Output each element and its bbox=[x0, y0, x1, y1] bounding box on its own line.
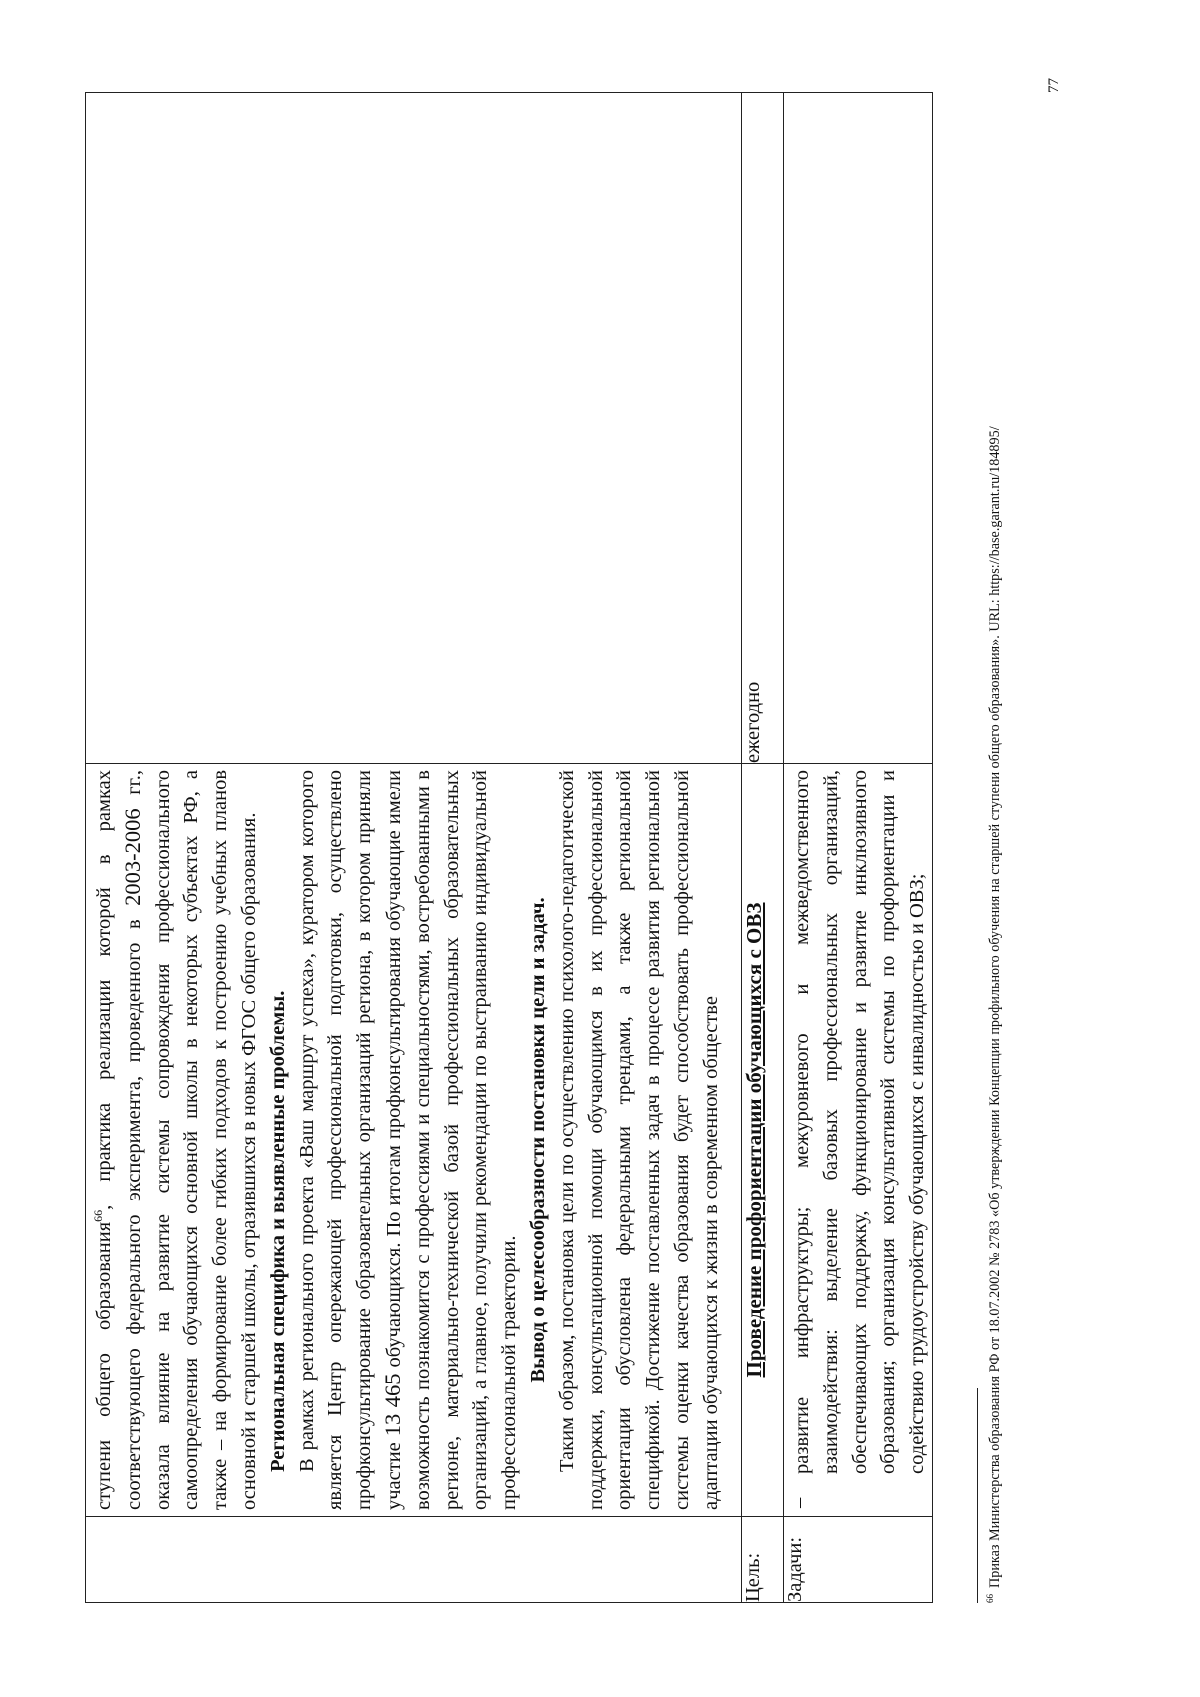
list-dash: – bbox=[788, 1497, 810, 1508]
table-row-rationale bbox=[86, 93, 742, 1603]
document-table bbox=[85, 92, 933, 1603]
participants-count: 13 465 bbox=[379, 1373, 405, 1437]
paragraph-regional-project bbox=[293, 770, 524, 1510]
paragraph-text: В рамках регионального проекта «Ваш маршрут успеха», куратором которого является Центр опережающей профессиональной подготовки, осуществлено профконсультирование образовательных организаций региона, в котором приняли участие bbox=[295, 770, 405, 1510]
rationale-text bbox=[86, 764, 726, 1516]
footnote-text: Приказ Министерства образования РФ от 18.07.2002 № 2783 «Об утверждении Концепции профильного обучения на старшей ступени общего образования». URL: https://base.garant.ru/184895/ bbox=[987, 426, 1003, 1588]
paragraph-text: гг., оказала влияние на развитие системы сопровождения профессионального самоопределения обучающихся основной школы в некоторых субъектах РФ, а также – на формирование более гибких подходов к построению учебных планов основной и старшей школы, отразившихся в новых ФГОС общего образования. bbox=[122, 770, 260, 1510]
empty-label-cell bbox=[86, 1517, 742, 1603]
paragraph-conclusion: Таким образом, постановка цели по осуществлению психолого-педагогической поддержки, консультационной помощи обучающимся в их профессиональной ориентации обусловлена федеральными трендами, а также региональной спецификой. Достижение поставленных задач в процессе развития региональной системы оценки качества образования будет способствовать профессиональной адаптации обучающихся к жизни в современном обществе bbox=[555, 770, 722, 1510]
heading-conclusion: Вывод о целесообразности постановки цели и задач. bbox=[526, 897, 549, 1383]
footnote-separator bbox=[977, 1388, 978, 1603]
goal-text: Проведение профориентации обучающихся с ОВЗ bbox=[742, 764, 784, 1517]
paragraph-text: обучающихся. По итогам профконсультирования обучающие имели возможность познакомится с профессиями и специальностями, востребованными в регионе, материально-технической базой профессиональных образовательных организаций, а главное, получили рекомендации по выстраиванию индивидуальной профессиональной траектории. bbox=[382, 770, 521, 1510]
rationale-cell bbox=[86, 764, 742, 1517]
table-row-goal bbox=[742, 93, 784, 1603]
empty-frequency-cell bbox=[86, 93, 742, 764]
task-item bbox=[784, 764, 932, 1516]
table-row-tasks bbox=[784, 93, 933, 1603]
paragraph-context bbox=[90, 770, 264, 1510]
paragraph-years: 2003-2006 bbox=[119, 808, 145, 906]
paragraph-text: ступени общего образования bbox=[93, 1221, 115, 1510]
goal-frequency: ежегодно bbox=[742, 93, 784, 764]
footnote-number: 66 bbox=[985, 1594, 996, 1603]
goal-label: Цель: bbox=[742, 1517, 784, 1603]
task-text: развитие инфраструктуры; межуровневого и межведомственного взаимодействия: выделение базовых профессиональных организаций, обеспечивающих поддержку, функционирование и развитие инклюзивного образования; организация консультативной системы по профориентации и содействию трудоустройству обучающихся с инвалидностью и ОВЗ; bbox=[791, 770, 929, 1474]
tasks-label: Задачи: bbox=[784, 1517, 933, 1603]
tasks-cell bbox=[784, 764, 933, 1517]
paragraph-text: , практика реализации которой в рамках соответствующего федерального эксперимента, проведенного в bbox=[93, 770, 145, 1510]
page-number: 77 bbox=[1046, 78, 1062, 93]
footnote-reference: 66 bbox=[91, 1209, 106, 1222]
heading-regional-specifics: Региональная специфика и выявленные проблемы. bbox=[266, 990, 289, 1472]
empty-tasks-frequency-cell bbox=[784, 93, 933, 764]
footnote bbox=[986, 93, 1004, 1603]
